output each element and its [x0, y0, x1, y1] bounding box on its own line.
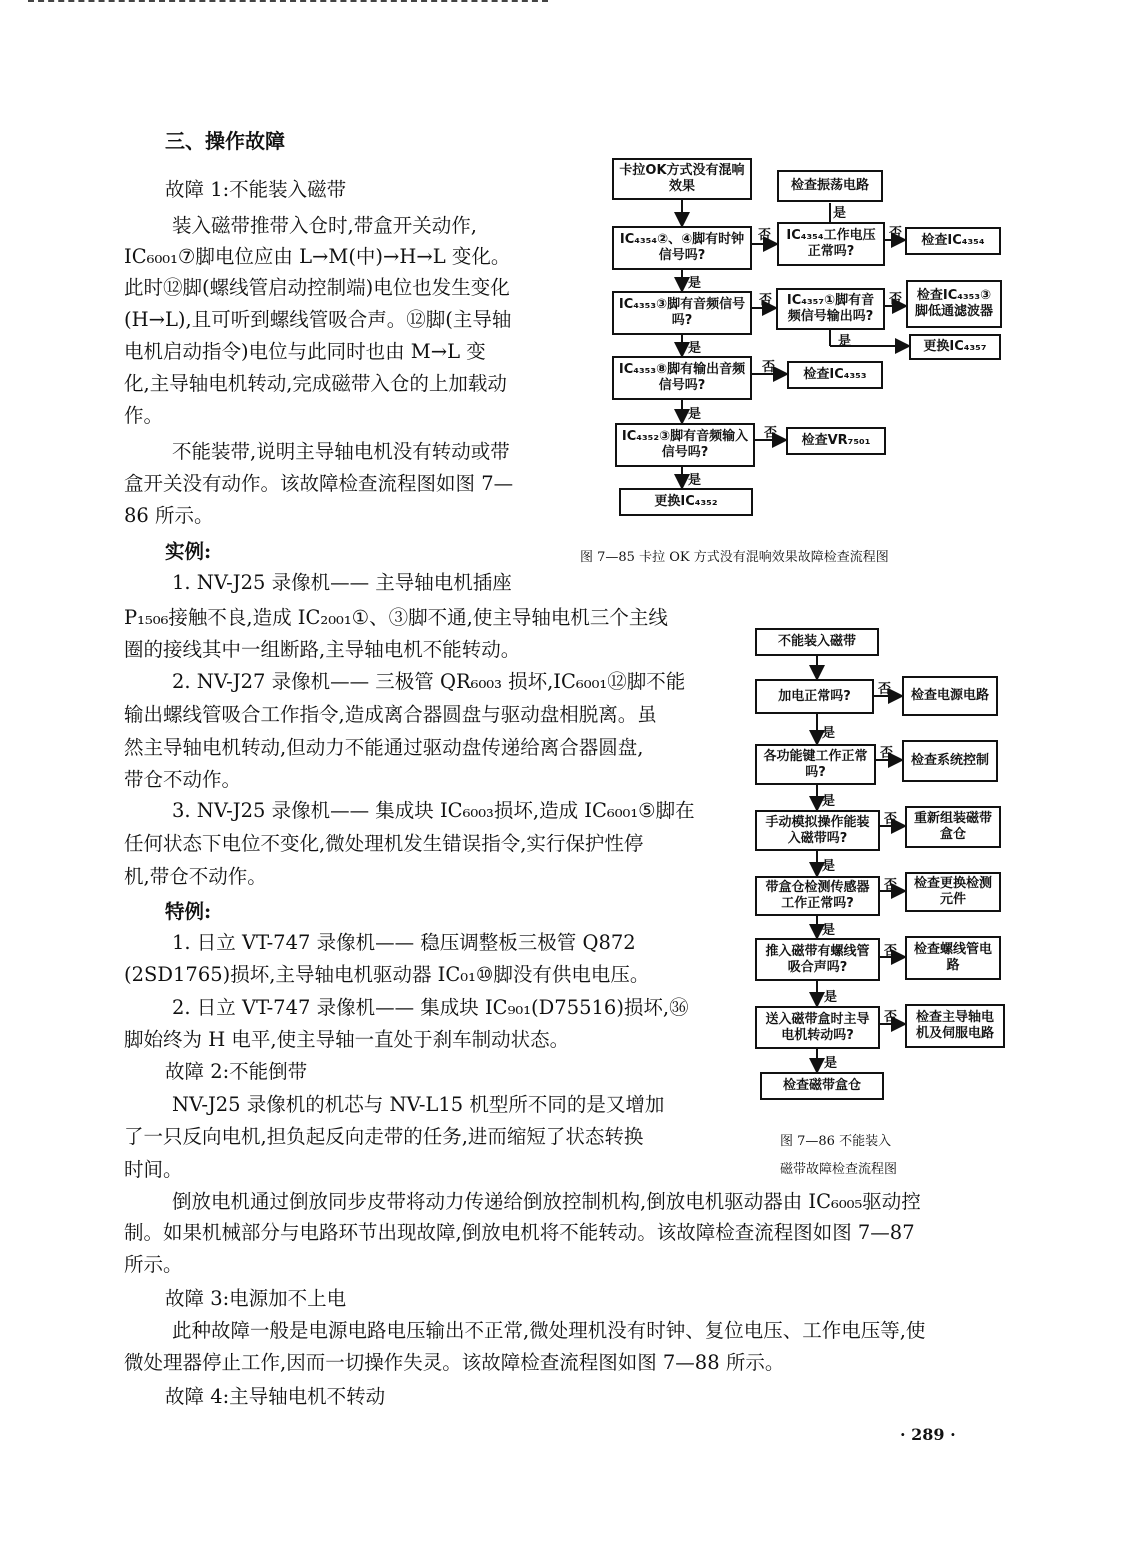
text-line: 此种故障一般是电源电路电压输出不正常,微处理机没有时钟、复位电压、工作电压等,使 [172, 1319, 926, 1342]
flow-box-check-solenoid: 检查螺线管电路 [905, 936, 1001, 980]
no-label: 否 [764, 426, 778, 441]
text-line: 盒开关没有动作。该故障检查流程图如图 7— [124, 472, 514, 495]
flow-box-q-sensor: 带盒仓检测传感器工作正常吗? [755, 876, 880, 916]
flow-box-q-audio-signal: IC₄₃₅₃③脚有音频信号吗? [612, 291, 752, 335]
text-line: 任何状态下电位不变化,微处理机发生错误指令,实行保护性停 [124, 832, 644, 855]
yes-label: 是 [838, 334, 852, 349]
text-line: IC₆₀₀₁⑦脚电位应由 L→M(中)→H→L 变化。 [124, 245, 511, 268]
text-line: 2. 日立 VT-747 录像机—— 集成块 IC₉₀₁(D75516)损坏,㊱ [172, 996, 689, 1019]
flow-box-replace-ic4352: 更换IC₄₃₅₂ [619, 488, 753, 516]
yes-label: 是 [824, 990, 838, 1005]
text-line: 圈的接线其中一组断路,主导轴电机不能转动。 [124, 638, 521, 661]
no-label: 否 [884, 944, 898, 959]
text-line: 带仓不动作。 [124, 768, 242, 791]
no-label: 否 [880, 746, 894, 761]
text-line: 不能装带,说明主导轴电机没有转动或带 [172, 440, 510, 463]
flow-box-start: 不能装入磁带 [755, 628, 879, 656]
flow-box-check-power-circuit: 检查电源电路 [902, 676, 998, 716]
no-label: 否 [759, 293, 773, 308]
flow-box-check-oscillator: 检查振荡电路 [777, 170, 883, 202]
text-line: 作。 [124, 404, 164, 427]
no-label: 否 [878, 682, 892, 697]
flow-box-q-function-keys: 各功能键工作正常吗? [755, 744, 876, 785]
flow-box-check-capstan-servo: 检查主导轴电机及伺服电路 [905, 1004, 1005, 1048]
section-title: 三、操作故障 [165, 129, 285, 153]
flow-box-q-audio-output: IC₄₃₅₇①脚有音频信号输出吗? [776, 288, 885, 330]
text-line: 此时⑫脚(螺线管启动控制端)电位也发生变化 [124, 276, 510, 299]
flow-box-start: 卡拉OK方式没有混响效果 [612, 158, 752, 200]
text-line: 倒放电机通过倒放同步皮带将动力传递给倒放控制机构,倒放电机驱动器由 IC₆₀₀₅驱动控 [172, 1190, 921, 1213]
no-label: 否 [762, 360, 776, 375]
no-label: 否 [889, 226, 903, 241]
text-line: 化,主导轴电机转动,完成磁带入仓的上加载动 [124, 372, 507, 395]
special-heading: 特例: [165, 900, 212, 923]
flow-box-q-solenoid: 推入磁带有螺线管吸合声吗? [755, 938, 880, 981]
figure-7-86-caption-line2: 磁带故障检查流程图 [780, 1162, 898, 1177]
yes-label: 是 [824, 1056, 838, 1071]
page-number: · 289 · [900, 1425, 956, 1444]
text-line: 电机启动指令)电位与此同时也由 M→L 变 [124, 340, 486, 363]
flow-box-q-supply-voltage: IC₄₃₅₄工作电压正常吗? [777, 222, 885, 266]
text-line: 输出螺线管吸合工作指令,造成离合器圆盘与驱动盘相脱离。虽 [124, 703, 657, 726]
text-line: 1. 日立 VT-747 录像机—— 稳压调整板三极管 Q872 [172, 931, 636, 954]
text-line: 然主导轴电机转动,但动力不能通过驱动盘传递给离合器圆盘, [124, 736, 644, 759]
no-label: 否 [884, 878, 898, 893]
text-line: 脚始终为 H 电平,使主导轴一直处于刹车制动状态。 [124, 1028, 570, 1051]
yes-label: 是 [688, 407, 702, 422]
text-line: 1. NV-J25 录像机—— 主导轴电机插座 [172, 571, 512, 594]
flow-box-replace-sensor: 检查更换检测元件 [905, 872, 1001, 912]
figure-7-86-caption-line1: 图 7—86 不能装入 [780, 1134, 892, 1149]
text-line: 3. NV-J25 录像机—— 集成块 IC₆₀₀₃损坏,造成 IC₆₀₀₁⑤脚在 [172, 799, 695, 822]
text-line: 装入磁带推带入仓时,带盒开关动作, [172, 214, 477, 237]
text-line: 所示。 [124, 1253, 183, 1276]
yes-label: 是 [822, 923, 836, 938]
flow-box-check-cassette-bay: 检查磁带盒仓 [760, 1072, 884, 1100]
flow-box-replace-ic4357: 更换IC₄₃₅₇ [909, 334, 1001, 360]
text-line: NV-J25 录像机的机芯与 NV-L15 机型所不同的是又增加 [172, 1093, 665, 1116]
text-line: 制。如果机械部分与电路环节出现故障,倒放电机将不能转动。该故障检查流程图如图 7—87 [124, 1221, 915, 1244]
no-label: 否 [889, 292, 903, 307]
no-label: 否 [758, 228, 772, 243]
yes-label: 是 [822, 859, 836, 874]
text-line: 微处理器停止工作,因而一切操作失灵。该故障检查流程图如图 7—88 所示。 [124, 1351, 785, 1374]
no-label: 否 [884, 812, 898, 827]
text-line: (H→L),且可听到螺线管吸合声。⑫脚(主导轴 [124, 308, 512, 331]
flow-box-q-audio-input: IC₄₃₅₂③脚有音频输入信号吗? [615, 423, 755, 467]
fault4-title: 故障 4:主导轴电机不转动 [165, 1385, 386, 1408]
yes-label: 是 [688, 473, 702, 488]
text-line: P₁₅₀₆接触不良,造成 IC₂₀₀₁①、③脚不通,使主导轴电机三个主线 [124, 606, 668, 629]
yes-label: 是 [833, 206, 847, 221]
yes-label: 是 [822, 794, 836, 809]
text-line: 86 所示。 [124, 504, 214, 527]
flow-box-check-ic4353: 检查IC₄₃₅₃ [787, 361, 883, 389]
flow-box-q-power: 加电正常吗? [755, 679, 874, 714]
flow-box-q-clock-signal: IC₄₃₅₄②、④脚有时钟信号吗? [612, 226, 752, 270]
flow-box-reassemble-cassette: 重新组装磁带盒仓 [905, 806, 1001, 848]
yes-label: 是 [822, 726, 836, 741]
yes-label: 是 [688, 276, 702, 291]
examples-heading: 实例: [165, 540, 212, 563]
flow-box-check-system-control: 检查系统控制 [902, 740, 998, 782]
text-line: (2SD1765)损坏,主导轴电机驱动器 IC₀₁⑩脚没有供电电压。 [124, 963, 650, 986]
fault3-title: 故障 3:电源加不上电 [165, 1287, 347, 1310]
text-line: 时间。 [124, 1158, 183, 1181]
text-line: 2. NV-J27 录像机—— 三极管 QR₆₀₀₃ 损坏,IC₆₀₀₁⑫脚不能 [172, 670, 686, 693]
flow-box-check-ic4354: 检查IC₄₃₅₄ [905, 227, 1001, 255]
flow-box-q-manual-load: 手动模拟操作能装入磁带吗? [755, 810, 880, 851]
yes-label: 是 [688, 341, 702, 356]
flow-box-q-output-audio: IC₄₃₅₃⑧脚有输出音频信号吗? [612, 356, 752, 400]
fault2-title: 故障 2:不能倒带 [165, 1060, 308, 1083]
flow-box-q-capstan-rotate: 送入磁带盒时主导电机转动吗? [755, 1006, 880, 1049]
text-line: 了一只反向电机,担负起反向走带的任务,进而缩短了状态转换 [124, 1125, 644, 1148]
fault1-title: 故障 1:不能装入磁带 [165, 178, 347, 201]
figure-7-85-caption: 图 7—85 卡拉 OK 方式没有混响效果故障检查流程图 [580, 550, 889, 565]
text-line: 机,带仓不动作。 [124, 865, 267, 888]
no-label: 否 [884, 1010, 898, 1025]
flow-box-check-vr7501: 检查VR₇₅₀₁ [786, 427, 886, 455]
flow-box-check-lowpass: 检查IC₄₃₅₃③脚低通滤波器 [906, 280, 1002, 328]
